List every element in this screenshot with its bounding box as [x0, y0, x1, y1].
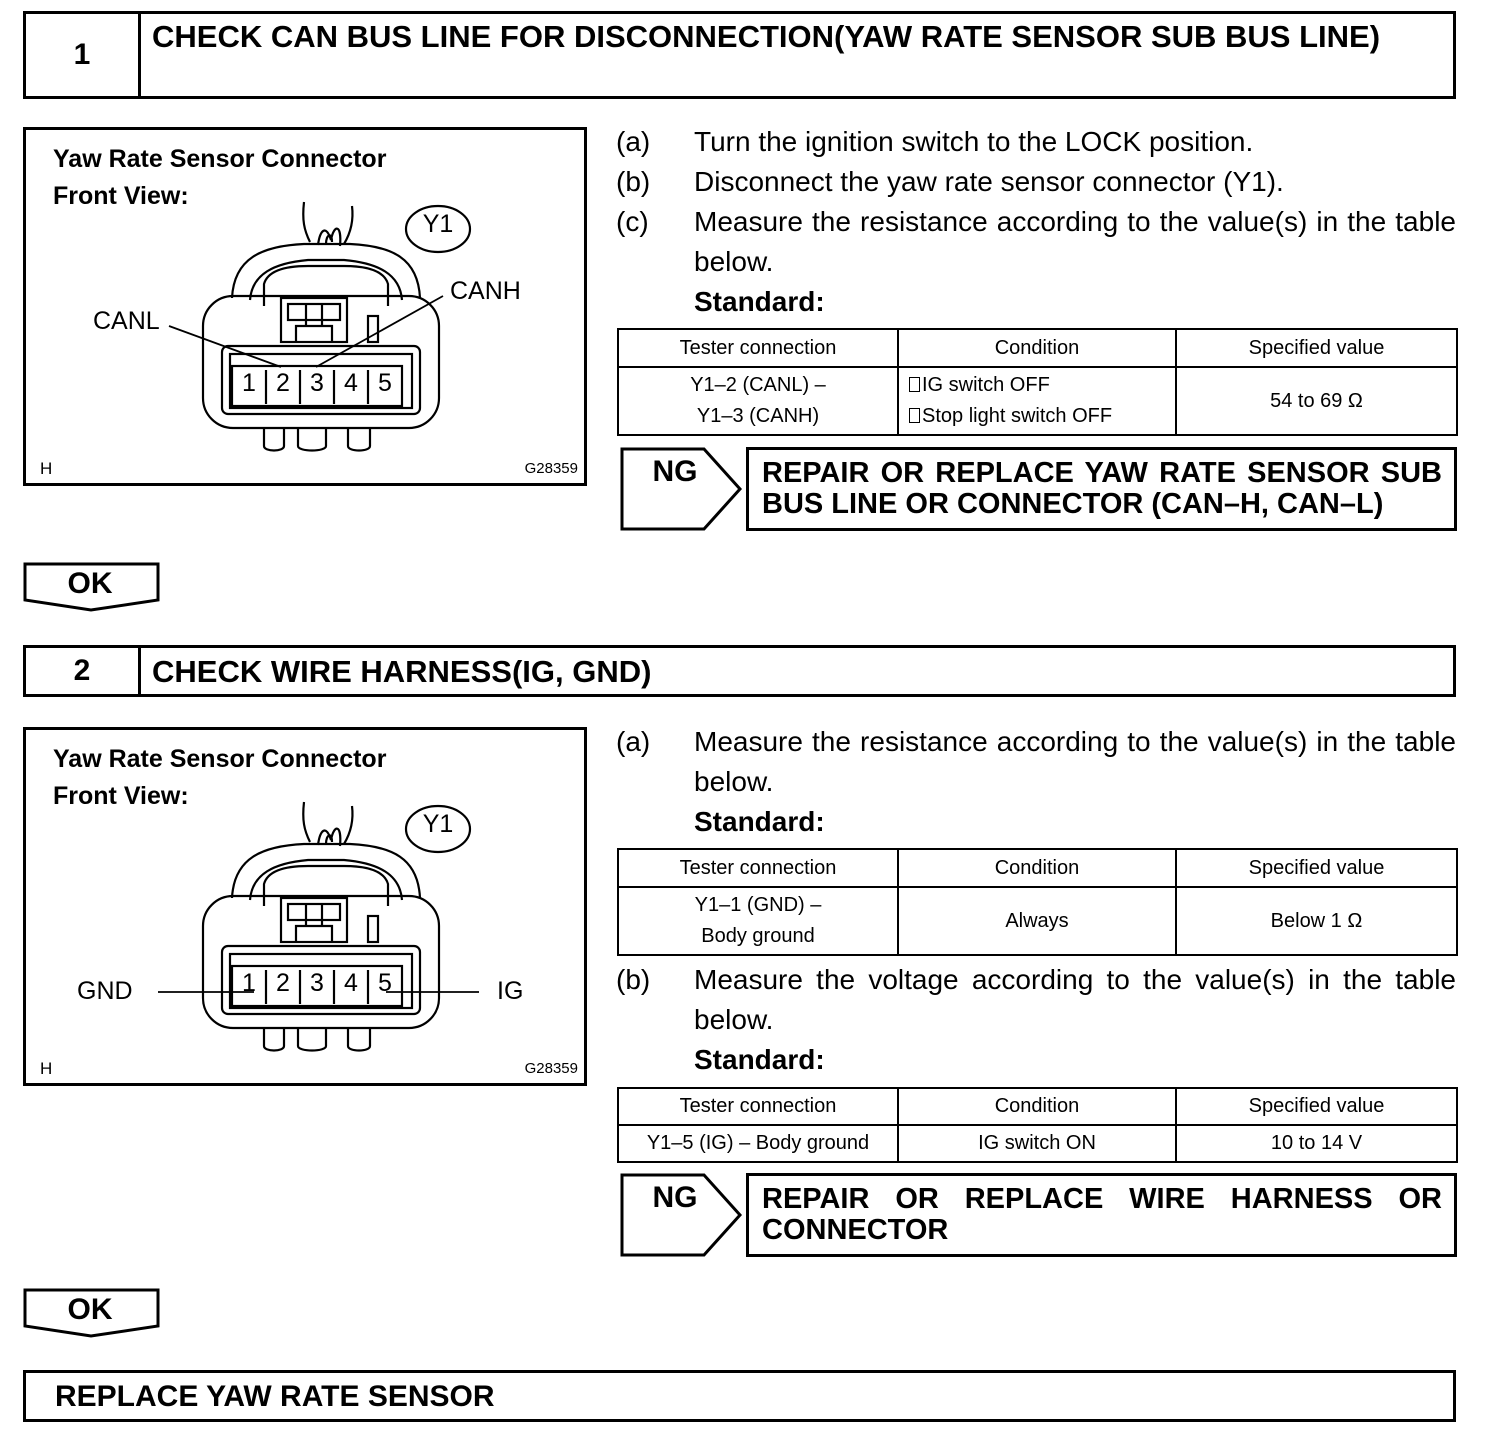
cell-condition: IG switch ON — [898, 1125, 1176, 1162]
pin-1: 1 — [242, 369, 256, 397]
label-ig: IG — [497, 977, 524, 1005]
figure-title: Yaw Rate Sensor Connector — [53, 145, 387, 173]
pin-1: 1 — [242, 969, 256, 997]
ng-label: NG — [652, 455, 698, 488]
pin-4: 4 — [344, 369, 358, 397]
standard-label: Standard: — [694, 1044, 825, 1075]
cell-tester-connection: Y1–1 (GND) – Body ground — [618, 887, 898, 955]
cell-tester-connection: Y1–2 (CANL) – Y1–3 (CANH) — [618, 367, 898, 435]
label-gnd: GND — [77, 977, 133, 1005]
pin-3: 3 — [310, 969, 324, 997]
pin-2: 2 — [276, 969, 290, 997]
cell-specified-value: 54 to 69 Ω — [1176, 367, 1457, 435]
ok-label: OK — [67, 1293, 113, 1326]
ng-action-box — [746, 1173, 1457, 1257]
standard-label: Standard: — [694, 286, 825, 317]
pin-4: 4 — [344, 969, 358, 997]
step-1-instructions — [616, 122, 1456, 322]
ng-action-box — [746, 447, 1457, 531]
step-1-ok-result — [23, 562, 161, 612]
ng-action-text: REPAIR OR REPLACE WIRE HARNESS OR CONNECTOR — [762, 1183, 1442, 1246]
step-2-connector-figure — [23, 727, 587, 1086]
ng-action-text: REPAIR OR REPLACE YAW RATE SENSOR SUB BUS LINE OR CONNECTOR (CAN–H, CAN–L) — [762, 457, 1442, 520]
label-canh: CANH — [450, 277, 521, 305]
step-2-spec-table-voltage — [617, 1087, 1458, 1163]
step-2-ok-result — [23, 1288, 161, 1338]
figure-code: G28359 — [524, 1060, 578, 1077]
cell-specified-value: Below 1 Ω — [1176, 887, 1457, 955]
ng-label: NG — [652, 1181, 698, 1214]
figure-subtitle: Front View: — [53, 782, 189, 810]
header-specified-value: Specified value — [1176, 1088, 1457, 1125]
step-1-number: 1 — [26, 14, 141, 96]
step-2-title: CHECK WIRE HARNESS(IG, GND) — [152, 654, 652, 689]
final-action-box — [23, 1370, 1456, 1422]
instruction-c: (c) Measure the resistance according to the value(s) in the table below. — [616, 206, 1456, 277]
connector-id: Y1 — [422, 810, 454, 838]
pin-5: 5 — [378, 969, 392, 997]
step-2-spec-table-resistance — [617, 848, 1458, 956]
pin-3: 3 — [310, 369, 324, 397]
instruction-b: (b) Disconnect the yaw rate sensor connector (Y1). — [616, 166, 1284, 197]
cell-specified-value: 10 to 14 V — [1176, 1125, 1457, 1162]
instruction-b: (b) Measure the voltage according to the value(s) in the table below. — [616, 964, 1456, 1035]
instruction-a: (a) Measure the resistance according to the value(s) in the table below. — [616, 726, 1456, 797]
header-tester-connection: Tester connection — [618, 849, 898, 887]
cell-condition: Always — [898, 887, 1176, 955]
step-1-header — [23, 11, 1456, 99]
header-specified-value: Specified value — [1176, 329, 1457, 367]
connector-id: Y1 — [422, 210, 454, 238]
step-2-instruction-a — [616, 722, 1456, 842]
standard-label: Standard: — [694, 806, 825, 837]
header-condition: Condition — [898, 329, 1176, 367]
step-1-spec-table — [617, 328, 1458, 436]
header-condition: Condition — [898, 1088, 1176, 1125]
step-1-connector-figure — [23, 127, 587, 486]
figure-corner-mark: H — [40, 1059, 53, 1078]
instruction-a: (a) Turn the ignition switch to the LOCK position. — [616, 126, 1254, 157]
step-2-number: 2 — [26, 648, 141, 694]
header-specified-value: Specified value — [1176, 849, 1457, 887]
header-tester-connection: Tester connection — [618, 1088, 898, 1125]
label-canl: CANL — [93, 307, 160, 335]
cell-condition: IG switch OFF Stop light switch OFF — [898, 367, 1176, 435]
pin-5: 5 — [378, 369, 392, 397]
connector-diagram — [26, 730, 584, 1083]
header-condition: Condition — [898, 849, 1176, 887]
pin-2: 2 — [276, 369, 290, 397]
figure-corner-mark: H — [40, 459, 53, 478]
ok-label: OK — [67, 567, 113, 600]
cell-tester-connection: Y1–5 (IG) – Body ground — [618, 1125, 898, 1162]
figure-subtitle: Front View: — [53, 182, 189, 210]
step-2-instruction-b — [616, 960, 1456, 1080]
header-tester-connection: Tester connection — [618, 329, 898, 367]
step-1-ng-branch — [620, 447, 1457, 531]
step-2-header — [23, 645, 1456, 697]
figure-title: Yaw Rate Sensor Connector — [53, 745, 387, 773]
step-2-ng-branch — [620, 1173, 1457, 1257]
step-1-title: CHECK CAN BUS LINE FOR DISCONNECTION(YAW RATE SENSOR SUB BUS LINE) — [152, 19, 1381, 54]
figure-code: G28359 — [524, 460, 578, 477]
final-action-text: REPLACE YAW RATE SENSOR — [55, 1380, 495, 1413]
